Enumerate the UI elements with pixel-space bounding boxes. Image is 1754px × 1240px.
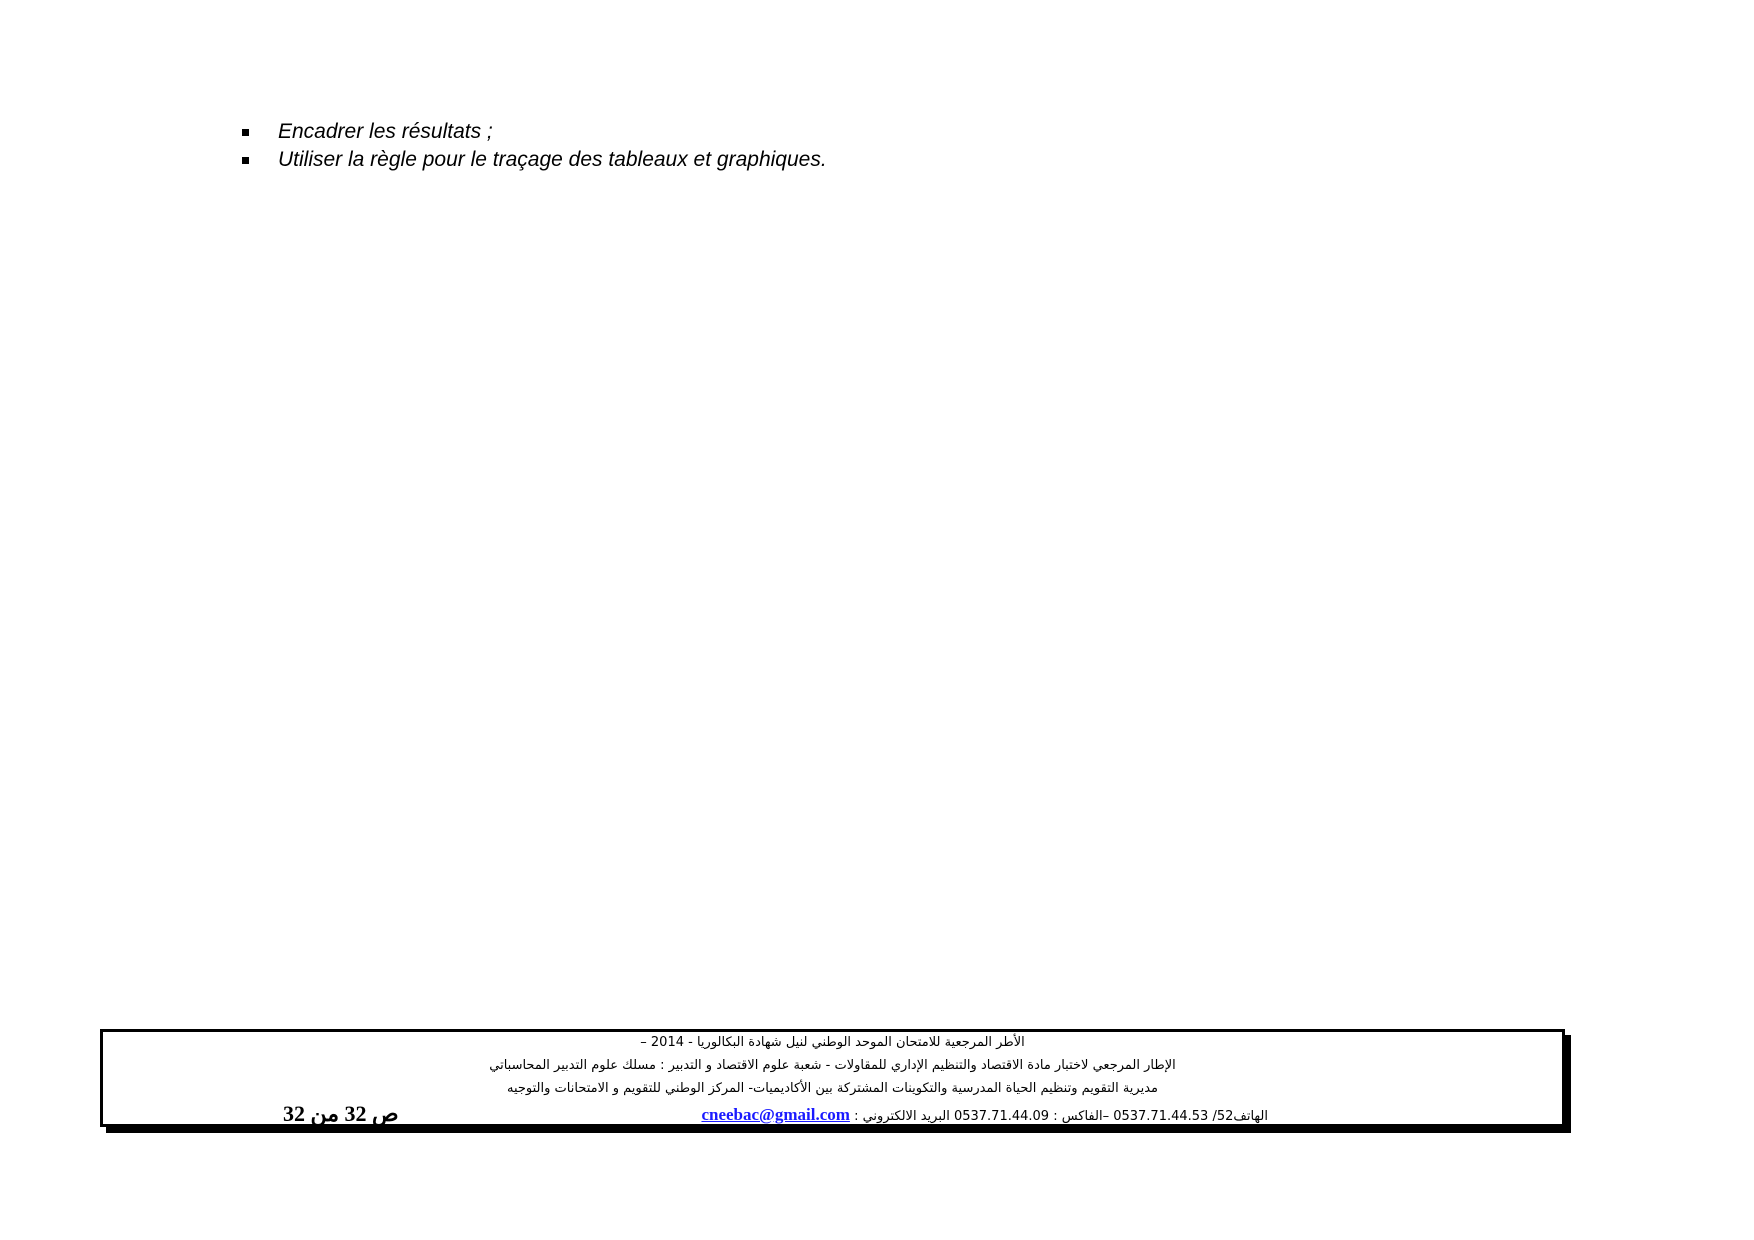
square-bullet-icon bbox=[242, 129, 249, 136]
email-link[interactable]: cneebac@gmail.com bbox=[701, 1105, 850, 1124]
page-footer bbox=[100, 1029, 1565, 1127]
footer-directorate: مديرية التقويم وتنظيم الحياة المدرسية والتكوينات المشتركة بين الأكاديميات- المركز الوطني للتقويم و الامتحانات والتوجيه bbox=[506, 1081, 1158, 1096]
footer-contact bbox=[523, 1106, 1268, 1126]
list-item-text: Utiliser la règle pour le traçage des tableaux et graphiques. bbox=[278, 148, 827, 171]
footer-subject: الإطار المرجعي لاختبار مادة الاقتصاد والتنظيم الإداري للمقاولات - شعبة علوم الاقتصاد و التدبير : مسلك علوم التدبير المحاسباتي bbox=[489, 1058, 1176, 1073]
square-bullet-icon bbox=[242, 157, 249, 164]
list-item-text: Encadrer les résultats ; bbox=[278, 120, 493, 143]
page-number: ص 32 من 32 bbox=[283, 1101, 399, 1126]
footer-title: الأطر المرجعية للامتحان الموحد الوطني لنيل شهادة البكالوريا - 2014 – bbox=[640, 1035, 1025, 1050]
contact-text: الهاتف52/ 0537.71.44.53 –الفاكس : 0537.71.44.09 البريد الالكتروني : bbox=[849, 1109, 1268, 1124]
